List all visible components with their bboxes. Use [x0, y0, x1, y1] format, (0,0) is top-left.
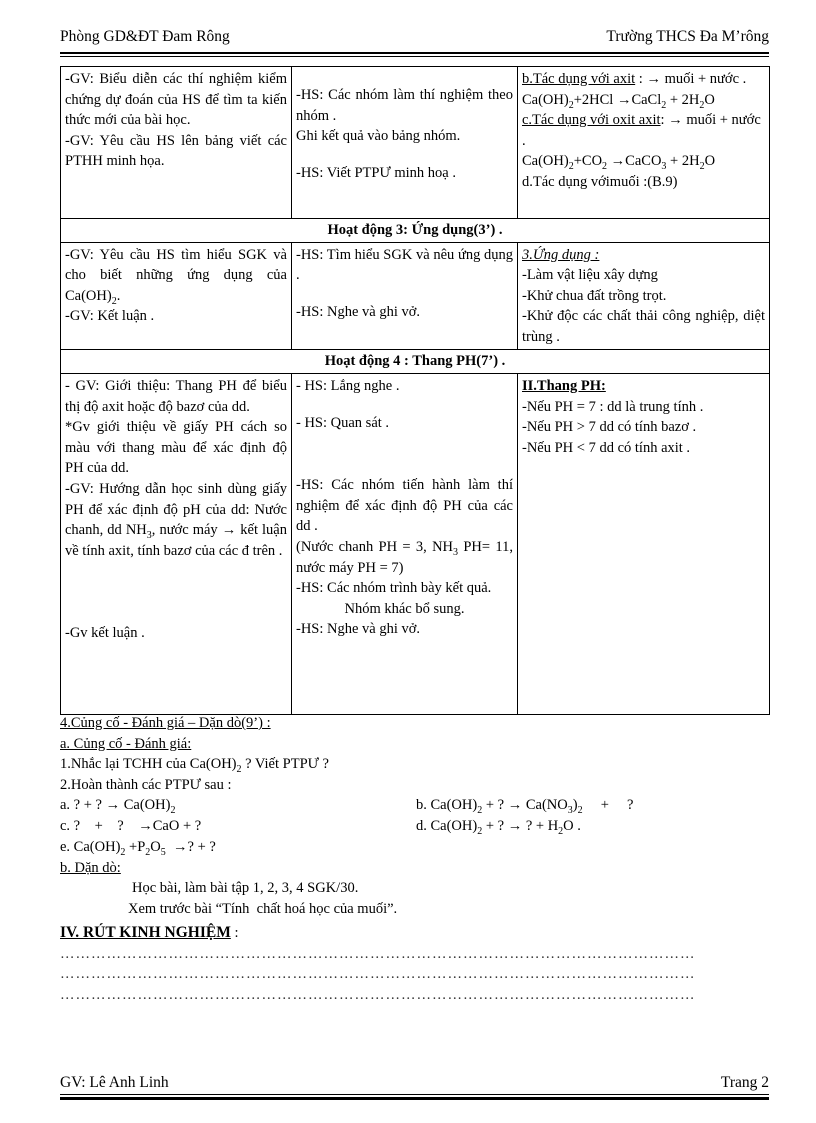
- student-activity: -HS: Các nhóm làm thí nghiệm theo nhóm .: [296, 87, 513, 124]
- homework-subtitle: b. Dặn dò:: [60, 859, 121, 876]
- teacher-activity-cell: [61, 374, 292, 715]
- exercise-row: [60, 816, 769, 837]
- student-activity-cell: [292, 242, 518, 350]
- lesson-table: [60, 66, 770, 715]
- notes-line: ……………………………………………………………………………………………………………: [60, 986, 696, 1003]
- header-school: Trường THCS Đa M’rông: [606, 28, 769, 45]
- question: 1.Nhắc lại TCHH của $Ca(OH)_2$ ? Viết PTPƯ ?: [60, 756, 329, 776]
- application-item: -Làm vật liệu xây dựng: [522, 267, 658, 284]
- student-activity-cell: [292, 67, 518, 219]
- table-row: [61, 350, 770, 374]
- content-cell: [518, 67, 770, 219]
- table-row: [61, 67, 770, 219]
- exercise-row: [60, 795, 769, 816]
- reaction-text: : → muối + nước .: [522, 112, 761, 149]
- content-cell: [518, 242, 770, 350]
- student-activity: -HS: Nghe và ghi vở.: [296, 621, 421, 638]
- footer-page-number: Trang 2: [720, 1074, 769, 1091]
- table-row: [61, 219, 770, 243]
- application-item: -Khử chua đất trồng trọt.: [522, 287, 667, 304]
- student-activity: -HS: Viết PTPƯ minh hoạ .: [296, 164, 456, 181]
- reaction-heading: d.Tác dụng vớimuối :(B.9): [522, 173, 678, 190]
- notes-line: ……………………………………………………………………………………………………………: [60, 945, 696, 962]
- section-iv-title: IV. RÚT KINH NGHIỆM: [60, 923, 231, 941]
- student-activity: (Nước chanh PH = 3, $NH_3$ PH= 11, nước máy PH = 7): [296, 538, 513, 576]
- student-activity: -HS: Tìm hiểu SGK và nêu ứng dụng .: [296, 246, 513, 284]
- teacher-activity: -GV: Yêu cầu HS tìm hiểu SGK và cho biết những ứng dụng của $Ca(OH)_2$.: [65, 246, 287, 307]
- ph-rule: -Nếu PH = 7 : dd là trung tính .: [522, 398, 704, 415]
- activity-3-heading: Hoạt động 3: Ứng dụng(3’) .: [61, 219, 770, 243]
- ph-rule: -Nếu PH < 7 dd có tính axit .: [522, 439, 691, 456]
- student-activity: - HS: Quan sát .: [296, 414, 390, 431]
- student-activity: -HS: Nghe và ghi vở.: [296, 303, 421, 320]
- question: 2.Hoàn thành các PTPƯ sau :: [60, 776, 232, 793]
- homework-item: Học bài, làm bài tập 1, 2, 3, 4 SGK/30.: [132, 880, 359, 897]
- student-activity: -HS: Các nhóm tiến hành làm thí nghiệm để xác định độ PH của các dd .: [296, 477, 513, 535]
- student-activity: -HS: Các nhóm trình bày kết quả.: [296, 580, 492, 597]
- ph-scale-heading: II.Thang PH:: [522, 378, 606, 395]
- teacher-activity: -GV: Hướng dẫn học sinh dùng giấy PH để xác định độ pH của dd: Nước chanh, dd $NH_3$, nước máy → kết luận về tính axit, tính bazơ của các đ trên .: [65, 480, 287, 559]
- homework-item: Xem trước bài “Tính chất hoá học của muối”.: [128, 901, 398, 918]
- teacher-activity: - GV: Giới thiệu: Thang PH để biểu thị độ axit hoặc độ bazơ của dd.: [65, 378, 287, 415]
- reaction-text: : → muối + nước .: [635, 71, 747, 87]
- exercise-b: b. $Ca(OH)_2$ + ? → $Ca(NO_3)_2$ + ?: [416, 797, 634, 817]
- teacher-activity: -GV: Biểu diễn các thí nghiệm kiểm chứng dự đoán của HS để tìm ta kiến thức mới của bài học.: [65, 71, 287, 129]
- reaction-heading: b.Tác dụng với axit: [522, 71, 636, 87]
- student-activity-cell: [292, 374, 518, 715]
- footer-rule: [60, 1094, 769, 1100]
- notes-line: ……………………………………………………………………………………………………………: [60, 966, 696, 983]
- student-activity: Nhóm khác bổ sung.: [344, 600, 465, 617]
- applications-heading: 3.Ứng dụng :: [522, 246, 600, 263]
- content-cell: [518, 374, 770, 715]
- footer-teacher: GV: Lê Anh Linh: [60, 1074, 169, 1091]
- application-item: -Khử độc các chất thải công nghiệp, diệt trùng .: [522, 308, 765, 345]
- page-footer: [60, 1072, 769, 1094]
- header-rule: [60, 52, 769, 57]
- header-department: Phòng GD&ĐT Đam Rông: [60, 28, 230, 45]
- exercise-c: c. ? + ? →CaO + ?: [60, 818, 202, 835]
- reaction-heading: c.Tác dụng với oxit axit: [522, 112, 661, 129]
- table-row: [61, 374, 770, 715]
- activity-4-heading: Hoạt động 4 : Thang PH(7’) .: [61, 350, 770, 374]
- teacher-activity-cell: [61, 67, 292, 219]
- ph-rule: -Nếu PH > 7 dd có tính bazơ .: [522, 419, 697, 436]
- equation: $Ca(OH)_2+2HCl$ →CaCl$_2$ + $2H_2O$: [522, 91, 715, 111]
- exercise-e: e. $Ca(OH)_2 +P_2O_5$ →? + ?: [60, 839, 216, 859]
- review-subtitle: a. Củng cố - Đánh giá:: [60, 735, 192, 752]
- exercise-d: d. $Ca(OH)_2$ + ? → ? + $H_2O$ .: [416, 818, 581, 838]
- review-section: [60, 713, 769, 1005]
- equation: $Ca(OH)_2+CO_2$ →CaCO$_3$ + $2H_2O$: [522, 153, 716, 173]
- student-activity: Ghi kết quả vào bảng nhóm.: [296, 128, 461, 145]
- teacher-activity-cell: [61, 242, 292, 350]
- exercise-a: a. ? + ? → $Ca(OH)_2$: [60, 797, 176, 817]
- teacher-activity: -GV: Kết luận .: [65, 308, 155, 325]
- student-activity: - HS: Lắng nghe .: [296, 378, 400, 395]
- page-header: [60, 26, 769, 48]
- teacher-activity: -Gv kết luận .: [65, 625, 145, 642]
- teacher-activity: *Gv giới thiệu về giấy PH cách so màu với thang màu để xác định độ PH của dd.: [65, 419, 287, 477]
- table-row: [61, 242, 770, 350]
- section-4-title: 4.Củng cố - Đánh giá – Dặn dò(9’) :: [60, 715, 271, 731]
- teacher-activity: -GV: Yêu cầu HS lên bảng viết các PTHH minh họa.: [65, 132, 287, 170]
- section-iv-colon: :: [230, 924, 239, 941]
